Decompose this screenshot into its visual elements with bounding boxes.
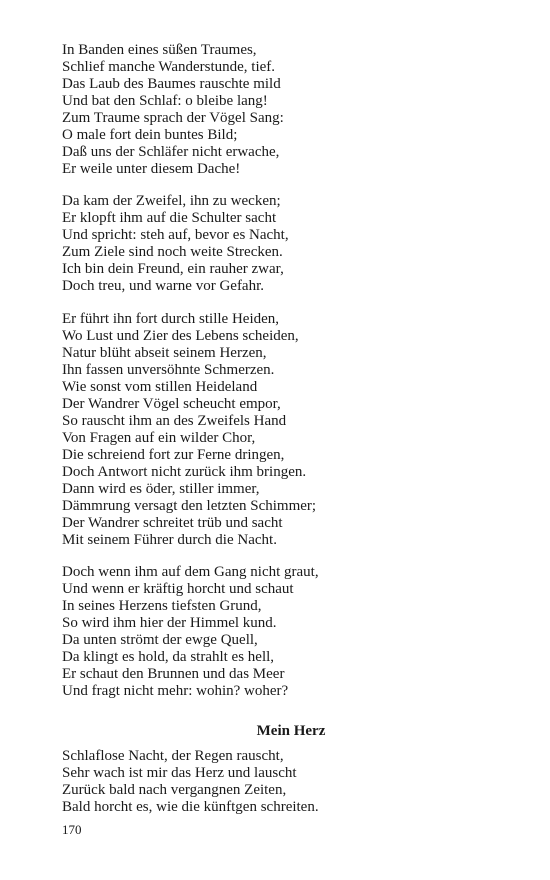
poem-title: Mein Herz — [256, 723, 326, 739]
verse-line: Daß uns der Schläfer nicht erwache, — [62, 144, 280, 160]
verse-line: Doch Antwort nicht zurück ihm bringen. — [62, 464, 307, 480]
stanza-1 — [62, 42, 284, 178]
verse-line: In Banden eines süßen Traumes, — [62, 42, 257, 58]
verse-line: Wo Lust und Zier des Lebens scheiden, — [62, 328, 299, 344]
verse-line: Zum Traume sprach der Vögel Sang: — [62, 110, 284, 126]
verse-line: Bald horcht es, wie die künftgen schreiten. — [62, 799, 319, 815]
verse-line: Da klingt es hold, da strahlt es hell, — [62, 649, 275, 665]
verse-line: Sehr wach ist mir das Herz und lauscht — [62, 765, 297, 781]
stanza-2 — [62, 193, 289, 295]
verse-line: Zurück bald nach vergangnen Zeiten, — [62, 782, 287, 798]
poem-stanza — [62, 748, 319, 816]
verse-line: Und bat den Schlaf: o bleibe lang! — [62, 93, 268, 109]
verse-line: So rauscht ihm an des Zweifels Hand — [62, 413, 287, 429]
verse-line: Da unten strömt der ewge Quell, — [62, 632, 258, 648]
verse-line: Da kam der Zweifel, ihn zu wecken; — [62, 193, 281, 209]
verse-line: In seines Herzens tiefsten Grund, — [62, 598, 262, 614]
verse-line: Zum Ziele sind noch weite Strecken. — [62, 244, 283, 260]
verse-line: Mit seinem Führer durch die Nacht. — [62, 532, 277, 548]
verse-line: Er weile unter diesem Dache! — [62, 161, 241, 177]
verse-line: Dämmrung versagt den letzten Schimmer; — [62, 498, 317, 514]
verse-line: Er führt ihn fort durch stille Heiden, — [62, 311, 280, 327]
verse-line: Die schreiend fort zur Ferne dringen, — [62, 447, 285, 463]
verse-line: Das Laub des Baumes rauschte mild — [62, 76, 281, 92]
verse-line: Und fragt nicht mehr: wohin? woher? — [62, 683, 289, 699]
verse-line: So wird ihm hier der Himmel kund. — [62, 615, 277, 631]
verse-line: Wie sonst vom stillen Heideland — [62, 379, 258, 395]
verse-line: Doch wenn ihm auf dem Gang nicht graut, — [62, 564, 319, 580]
verse-line: Von Fragen auf ein wilder Chor, — [62, 430, 256, 446]
verse-line: Dann wird es öder, stiller immer, — [62, 481, 260, 497]
verse-line: O male fort dein buntes Bild; — [62, 127, 238, 143]
page-number: 170 — [62, 822, 82, 837]
verse-line: Der Wandrer Vögel scheucht empor, — [62, 396, 281, 412]
verse-line: Ich bin dein Freund, ein rauher zwar, — [62, 261, 284, 277]
verse-line: Und wenn er kräftig horcht und schaut — [62, 581, 294, 597]
verse-line: Und spricht: steh auf, bevor es Nacht, — [62, 227, 289, 243]
verse-line: Doch treu, und warne vor Gefahr. — [62, 278, 265, 294]
stanza-4 — [62, 564, 319, 700]
verse-line: Ihn fassen unversöhnte Schmerzen. — [62, 362, 275, 378]
verse-line: Natur blüht abseit seinem Herzen, — [62, 345, 267, 361]
verse-line: Er klopft ihm auf die Schulter sacht — [62, 210, 277, 226]
verse-line: Er schaut den Brunnen und das Meer — [62, 666, 285, 682]
verse-line: Schlief manche Wanderstunde, tief. — [62, 59, 276, 75]
verse-line: Der Wandrer schreitet trüb und sacht — [62, 515, 283, 531]
verse-line: Schlaflose Nacht, der Regen rauscht, — [62, 748, 284, 764]
stanza-3 — [62, 311, 316, 549]
